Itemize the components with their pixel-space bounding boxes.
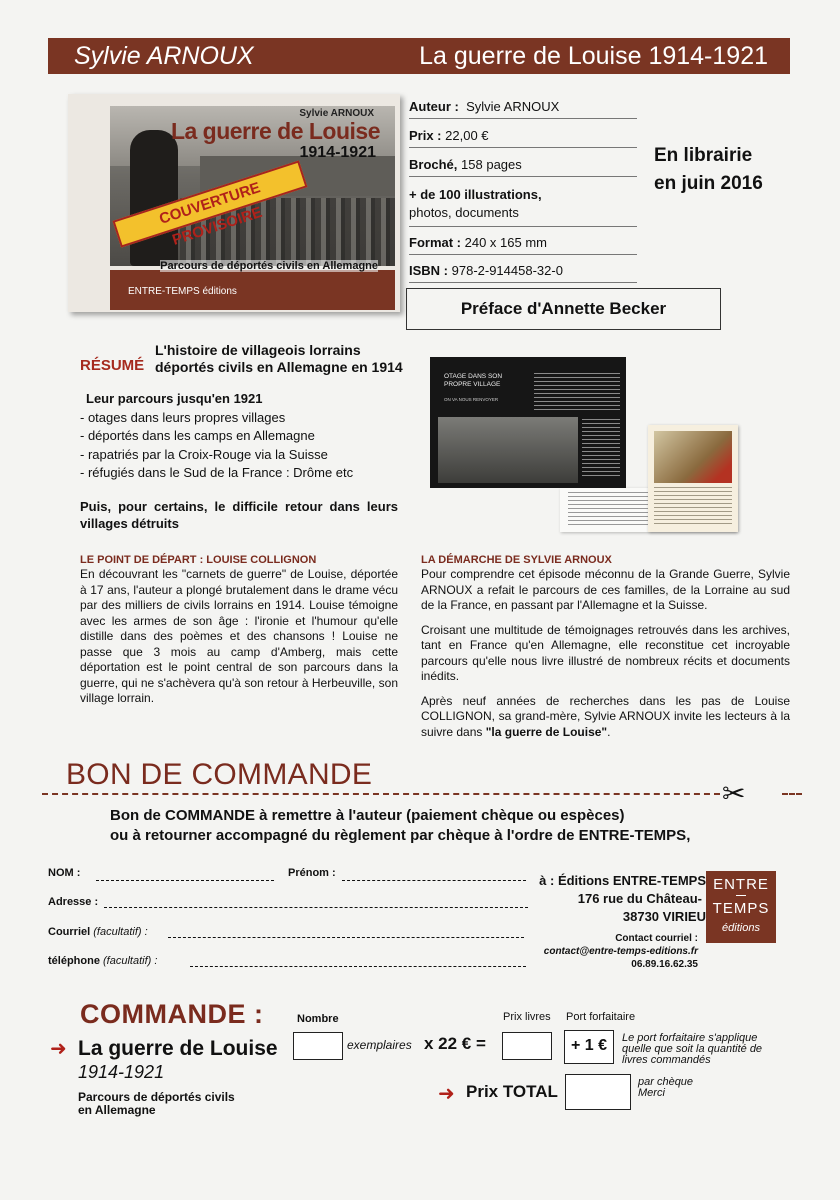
point-depart-text: En découvrant les "carnets de guerre" de Louise, déportée à 17 ans, l'auteur a plongé brutalement dans le drame vécu par des milliers de civils lorrains en 1914. Louise témoigne avec les armes de son âge : l'ironie et l'humour qu'elle distille dans des poèmes et des chansons ! Louise ne passe que 3 mois au camp d'Amberg, mais cette déportation est le point central de son parcours dans la guerre, qui ne s'achèvera qu'à son retour à Herbeuville, son village lorrain. [80, 567, 398, 705]
resume-heading: L'histoire de villageois lorrains déportés civils en Allemagne en 1914 [155, 342, 403, 375]
list-item: - rapatriés par la Croix-Rouge via la Suisse [80, 446, 328, 462]
demarche-heading: LA DÉMARCHE DE SYLVIE ARNOUX [421, 554, 612, 566]
parcours-heading: Leur parcours jusqu'en 1921 [86, 391, 263, 406]
cover-title: La guerre de Louise [170, 118, 380, 144]
telephone-field[interactable] [190, 966, 526, 967]
cover-subtitle: Parcours de déportés civils en Allemagne [160, 260, 378, 272]
total-input[interactable] [565, 1074, 631, 1110]
courriel-field[interactable] [168, 937, 524, 938]
title-banner [48, 38, 790, 74]
adresse-label: Adresse : [48, 896, 99, 908]
spread-caption: ON VA NOUS RENVOYER [444, 397, 499, 402]
parcours-list [80, 390, 410, 483]
sample-page-illustration [648, 425, 738, 532]
total-label: Prix TOTAL [466, 1082, 558, 1101]
telephone-label: téléphone (facultatif) : [48, 955, 158, 967]
publisher-logo: ENTRE TEMPS éditions [706, 871, 776, 943]
cut-line [42, 793, 720, 795]
port-label: Port forfaitaire [566, 1011, 636, 1023]
order-book-title: La guerre de Louise [78, 1037, 278, 1060]
preface-box: Préface d'Annette Becker [406, 288, 721, 330]
adresse-field[interactable] [104, 907, 528, 908]
cover-stamp: COUVERTURE PROVISOIRE [112, 160, 307, 247]
list-item: - déportés dans les camps en Allemagne [80, 428, 315, 443]
info-isbn: ISBN : 978-2-914458-32-0 [409, 255, 637, 283]
payment-note: par chèque Merci [638, 1076, 694, 1099]
spread-title: OTAGE DANS SON PROPRE VILLAGE [444, 373, 503, 388]
list-item: - réfugiés dans le Sud de la France : Drôme etc [80, 465, 354, 480]
nom-field[interactable] [96, 880, 274, 881]
demarche-text: Pour comprendre cet épisode méconnu de la Grande Guerre, Sylvie ARNOUX a refait le parcours de ces familles, de la Lorraine au sud de la France, en passant par l'Allemagne et la Suisse. Croisant une multitude de témoignages retrouvés dans les archives, tant en France qu'en Allemagne, elle reconstitue cet incroyable parcours qu'elle nous livre illustré de nombreux récits et documents inédits. Après neuf années de recherches dans les pas de Louise COLLIGNON, sa grand-mère, Sylvie ARNOUX invite les lecteurs à la suivre dans "la guerre de Louise". [421, 567, 790, 739]
port-note: Le port forfaitaire s'applique quelle que soit la quantité de livres commandés [622, 1032, 763, 1066]
order-instructions: Bon de COMMANDE à remettre à l'auteur (paiement chèque ou espèces) ou à retourner accompagné du règlement par chèque à l'ordre de ENTRE-TEMPS, [110, 807, 691, 844]
info-format: Format : 240 x 165 mm [409, 227, 637, 255]
publisher-contact: Contact courriel : contact@entre-temps-editions.fr 06.89.16.62.35 [543, 933, 698, 970]
prenom-label: Prénom : [288, 867, 336, 879]
order-book-years: 1914-1921 [78, 1062, 165, 1082]
commande-title: COMMANDE : [80, 999, 264, 1029]
info-auteur: Auteur : Sylvie ARNOUX [409, 96, 637, 119]
info-illustrations: + de 100 illustrations, photos, documents [409, 177, 637, 227]
cover-publisher: ENTRE-TEMPS éditions [128, 286, 237, 297]
nombre-label: Nombre [297, 1013, 339, 1025]
order-book-subtitle: Parcours de déportés civils en Allemagne [78, 1090, 235, 1117]
point-depart-heading: LE POINT DE DÉPART : LOUISE COLLIGNON [80, 554, 317, 566]
info-broche: Broché, 158 pages [409, 148, 637, 177]
list-item: - otages dans leurs propres villages [80, 409, 286, 425]
prix-livres-label: Prix livres [503, 1011, 551, 1023]
order-form-title: BON DE COMMANDE [66, 758, 373, 791]
banner-author: Sylvie ARNOUX [74, 42, 254, 70]
cut-line-end [782, 793, 802, 795]
release-notice: En librairie en juin 2016 [654, 145, 763, 194]
book-info [409, 96, 637, 283]
quantity-input[interactable] [293, 1032, 343, 1060]
resume-conclusion: Puis, pour certains, le difficile retour dans leurs villages détruits [80, 499, 398, 531]
total-arrow-icon: ➜ [438, 1083, 455, 1105]
courriel-label: Courriel (facultatif) : [48, 926, 148, 938]
sample-page-spread [430, 357, 626, 488]
spread-photo [438, 417, 578, 483]
publisher-address: à : Éditions ENTRE-TEMPS 176 rue du Château- 38730 VIRIEU [539, 873, 706, 924]
scissors-icon: ✂ [722, 778, 746, 809]
exemplaires-label: exemplaires [347, 1038, 412, 1052]
banner-title: La guerre de Louise 1914-1921 [419, 42, 768, 70]
port-value-box: + 1 € [564, 1030, 614, 1064]
resume-label: RÉSUMÉ [80, 357, 145, 374]
books-price-input[interactable] [502, 1032, 552, 1060]
cover-author: Sylvie ARNOUX [299, 108, 374, 119]
cover-years: 1914-1921 [299, 144, 376, 161]
arrow-icon: ➜ [50, 1038, 67, 1060]
book-cover [68, 94, 400, 312]
info-prix: Prix : 22,00 € [409, 119, 637, 148]
unit-price: x 22 € = [424, 1034, 486, 1053]
nom-label: NOM : [48, 867, 81, 879]
